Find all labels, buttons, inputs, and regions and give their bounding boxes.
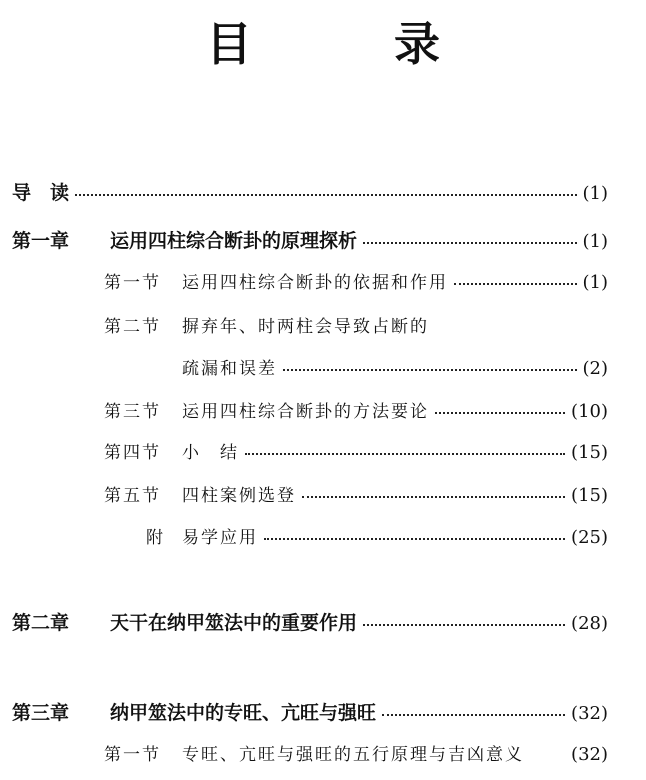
section-title: 小 结 [182,443,239,463]
toc-entry-chapter-3[interactable] [12,698,608,725]
dot-leader [435,412,565,414]
page-number: (32) [571,744,608,765]
page-title: 目 录 [206,17,488,71]
section-title: 易学应用 [182,528,258,548]
dot-leader [264,538,565,540]
chapter-number: 第二章 [12,612,70,634]
toc-entry-section-1-1[interactable] [104,268,608,293]
dot-leader [283,369,577,371]
page-number: (1) [582,183,608,204]
toc-entry-section-3-1[interactable] [104,740,608,765]
dot-leader [245,453,565,455]
section-title: 四柱案例选登 [182,486,296,506]
section-number: 第三节 [104,402,161,422]
dot-leader [382,714,565,716]
toc-entry-section-1-2-cont[interactable] [182,354,608,379]
toc-entry-chapter-1[interactable] [12,226,608,253]
section-title-line-1: 摒弃年、时两柱会导致占断的 [182,317,429,337]
toc-entry-section-1-5[interactable] [104,481,608,506]
toc-entry-appendix[interactable] [146,523,608,548]
page-number: (1) [582,231,608,252]
section-title: 运用四柱综合断卦的依据和作用 [182,273,448,293]
toc-entry-section-1-2[interactable] [104,312,608,337]
page-number: (15) [571,485,608,506]
chapter-title: 天干在纳甲筮法中的重要作用 [110,612,358,634]
page-number: (15) [571,442,608,463]
chapter-number: 第一章 [12,230,70,252]
dot-leader [302,496,565,498]
appendix-marker: 附 [146,528,165,548]
page-number: (25) [571,527,608,548]
toc-entry-section-1-4[interactable] [104,438,608,463]
page-number: (28) [571,613,608,634]
page-number: (32) [571,703,608,724]
dot-leader [530,755,565,757]
chapter-number: 第三章 [12,702,70,724]
page-number: (2) [582,358,608,379]
section-title-line-2: 疏漏和误差 [182,359,277,379]
section-number: 第一节 [104,745,161,765]
section-number: 第五节 [104,486,161,506]
page-number: (10) [571,401,608,422]
toc-entry-intro[interactable] [12,178,608,205]
toc-entry-section-1-3[interactable] [104,397,608,422]
section-number: 第四节 [104,443,161,463]
section-number: 第一节 [104,273,161,293]
dot-leader [363,624,565,626]
dot-leader [363,242,576,244]
section-title: 运用四柱综合断卦的方法要论 [182,402,429,422]
section-number: 第二节 [104,317,161,337]
dot-leader [75,194,576,196]
chapter-title: 运用四柱综合断卦的原理探析 [110,230,358,252]
chapter-title: 纳甲筮法中的专旺、亢旺与强旺 [110,702,377,724]
toc-entry-chapter-2[interactable] [12,608,608,635]
page-number: (1) [582,272,608,293]
dot-leader [454,283,577,285]
intro-label: 导 读 [12,182,70,204]
section-title: 专旺、亢旺与强旺的五行原理与吉凶意义 [182,745,524,765]
